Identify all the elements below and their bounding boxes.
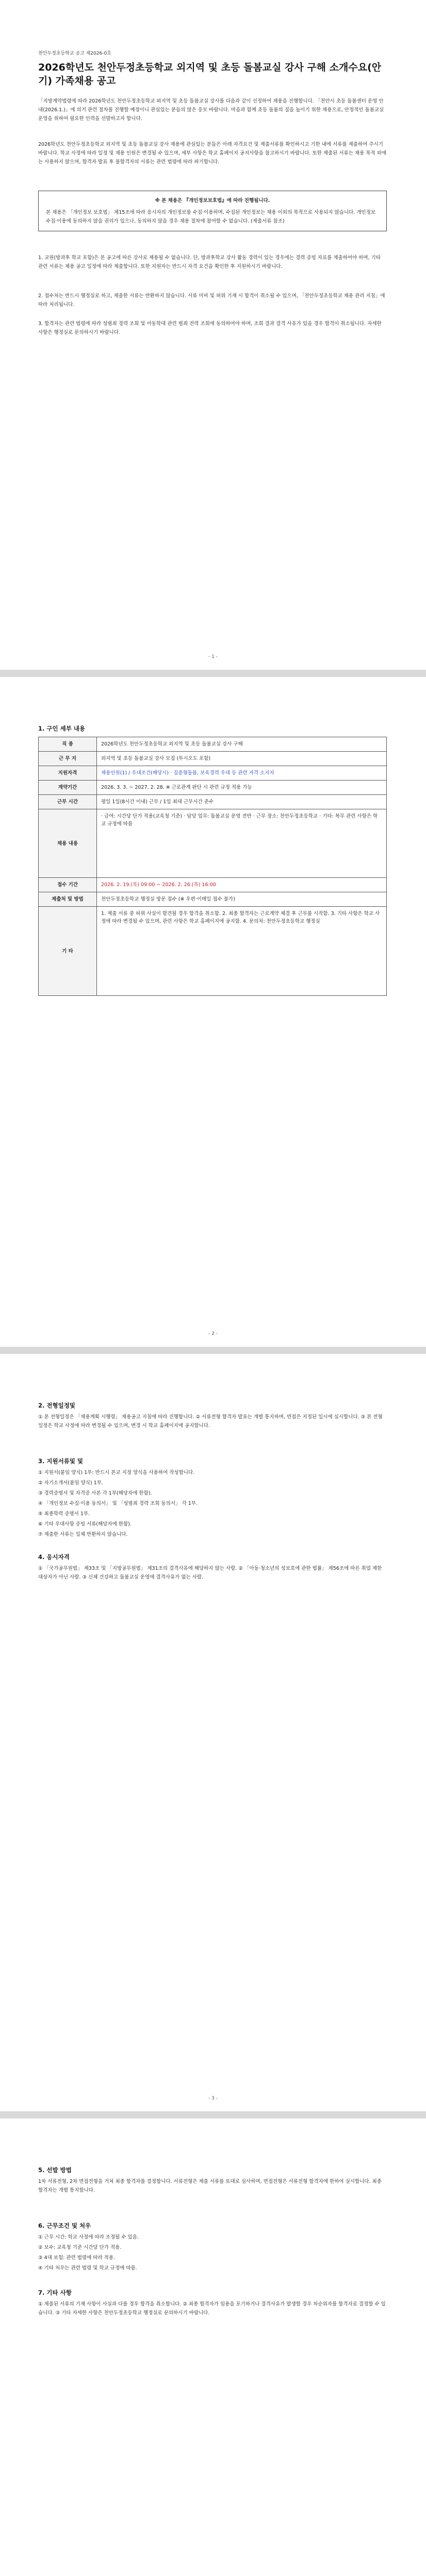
document-item-4: ④ 「개인정보 수집·이용 동의서」 및 「성범죄 경력 조회 동의서」 각 1부. xyxy=(38,1501,198,1506)
item-2: 2. 접수처는 반드시 행정실로 하고, 제출한 서류는 반환하지 않습니다. 서류 미비 및 허위 기재 시 합격이 취소될 수 있으며, 「천안두정초등학교 채용 관리 지침」에 따라 처리됩니다. xyxy=(38,293,385,308)
section-title-documents: 3. 지원서류및 및 xyxy=(38,1458,84,1465)
second-paragraph: 2026학년도 천안두정초등학교 외지역 및 초등 돌봄교실 강사 채용에 관심있는 분들은 아래 자격요건 및 제출서류를 확인하시고 기한 내에 서류를 제출하여 주시기 바랍니다. 학교 사정에 따라 일정 및 채용 인원은 변경될 수 있으며, 세부 사항은 학교 홈페이지 공지사항을 참고하시기 바랍니다. 또한 제출된 서류는 채용 목적 외에는 사용하지 않으며, 합격자 발표 후 불합격자의 서류는 관련 법령에 따라 파기합니다. xyxy=(38,142,387,165)
document-item-3: ③ 경력증명서 및 자격증 사본 각 1부(해당자에 한함). xyxy=(38,1490,152,1496)
table-row: 채용 내용 · 급여: 시간당 단가 적용(교육청 기준) · 담당 업무: 돌봄교실 운영 전반 · 근무 장소: 천안두정초등학교 · 기타: 복무 관련 사항은 학교 규정에 따름 xyxy=(39,809,387,878)
document-item-2: ② 자기소개서(붙임 양식) 1부. xyxy=(38,1480,103,1486)
eligibility-body: ① 「국가공무원법」 제33조 및 「지방공무원법」 제31조의 결격사유에 해당하지 않는 사람. ② 「아동·청소년의 성보호에 관한 법률」 제56조에 따른 취업 제한 대상자가 아닌 사람. ③ 신체 건강하고 돌봄교실 운영에 결격사유가 없는 사람. xyxy=(38,1566,382,1580)
recruitment-table xyxy=(38,737,387,996)
condition-item-2: ② 보수: 교육청 기준 시간당 단가 적용. xyxy=(38,2245,122,2250)
table-row: 제출처 및 방법 천안두정초등학교 행정실 방문 접수 (※ 우편·이메일 접수 불가) xyxy=(39,892,387,907)
document-item-6: ⑥ 기타 우대사항 증빙 서류(해당자에 한함). xyxy=(38,1521,132,1527)
condition-item-1: ① 근무 시간: 학교 사정에 따라 조정될 수 있음. xyxy=(38,2234,139,2240)
etc-body: ① 제출된 서류의 기재 사항이 사실과 다를 경우 합격을 취소합니다. ② 최종 합격자가 임용을 포기하거나 결격사유가 발생할 경우 차순위자를 합격자로 결정할 수 있습니다. ③ 기타 자세한 사항은 천안두정초등학교 행정실로 문의하시기 바랍니다. xyxy=(38,2301,386,2316)
section-title-etc: 7. 기타 사항 xyxy=(38,2289,72,2296)
table-row: 직 종 2026학년도 천안두정초등학교 외지역 및 초등 돌봄교실 강사 구해 xyxy=(39,737,387,752)
section-title-selection: 5. 선발 방법 xyxy=(38,2166,72,2174)
page-1 xyxy=(0,0,426,670)
section-title-recruitment: 1. 구인 세부 내용 xyxy=(38,725,86,732)
page-separator xyxy=(0,670,426,677)
page-3 xyxy=(0,1354,426,2111)
table-row: 근 무 지 외지역 및 초등 돌봄교실 강사 모집 (투시오도 포함) xyxy=(39,752,387,766)
page-4 xyxy=(0,2119,426,2576)
condition-item-4: ④ 기타 처우는 관련 법령 및 학교 규정에 따름. xyxy=(38,2265,137,2271)
page-number: - 2 - xyxy=(208,1331,218,1336)
document-number: 천안두정초등학교 공고 제2026-0호 xyxy=(38,51,111,56)
document-item-7: ⑦ 제출한 서류는 일체 반환하지 않습니다. xyxy=(38,1532,128,1537)
item-1: 1. 교원(방과후 학교 포함)은 본 공고에 따른 강사로 채용될 수 없습니다. 단, 방과후학교 강사 활동 경력이 있는 경우에는 경력 증빙 자료를 제출하여야 하며, 기타 관련 서류는 채용 공고 일정에 따라 제출합니다. 또한 지원자는 반드시 자격 요건을 확인한 후 지원하시기 바랍니다. xyxy=(38,255,381,269)
condition-item-3: ③ 4대 보험: 관련 법령에 따라 적용. xyxy=(38,2255,116,2261)
page-separator xyxy=(0,2111,426,2119)
table-row: 기 타 1. 제출 서류 중 허위 사실이 발견될 경우 합격을 취소함. 2. 최종 합격자는 근로계약 체결 후 근무를 시작함. 3. 기타 사항은 학교 사정에 따라 변경될 수 있으며, 관련 사항은 학교 홈페이지에 공지함. 4. 문의처: 천안두정초등학교 행정실 xyxy=(39,907,387,996)
table-row: 접수 기간 2026. 2. 19.(목) 09:00 ~ 2026. 2. 26.(목) 16:00 xyxy=(39,878,387,892)
notice-body: 본 채용은 「개인정보 보호법」 제15조에 따라 응시자의 개인정보를 수집·이용하며, 수집된 개인정보는 채용 이외의 목적으로 사용되지 않습니다. 개인정보 수집·이용에 동의하지 않을 권리가 있으나, 동의하지 않을 경우 채용 절차에 참여할 수 없습니다. (제출서류 참조) xyxy=(46,210,376,224)
page-number: - 1 - xyxy=(208,654,218,659)
section-title-conditions: 6. 근무조건 및 처우 xyxy=(38,2222,91,2229)
page-2 xyxy=(0,677,426,1347)
page-separator xyxy=(0,1347,426,1354)
notice-title: ※ 본 채용은 『개인정보보호법』에 따라 진행됩니다. xyxy=(155,198,270,204)
page-number: - 3 - xyxy=(208,2096,218,2101)
schedule-body: ① 본 전형일정은 「채용계획 시행령」 채용공고 지침에 따라 진행합니다. ② 서류전형 합격자 발표는 개별 통지하며, 면접은 지정된 일시에 실시합니다. ③ 본 전형일정은 학교 사정에 따라 변경될 수 있으며, 변경 시 학교 홈페이지에 공지합니다. xyxy=(38,1414,383,1429)
privacy-notice-box xyxy=(38,191,387,231)
page-title: 2026학년도 천안두정초등학교 외지역 및 초등 돌봄교실 강사 구해 소개수요(안기) 가족채용 공고 xyxy=(38,62,382,87)
document-item-5: ⑤ 최종학력 증명서 1부. xyxy=(38,1511,90,1517)
table-row: 지원자격 채용인원(1) / 우대조건(해당시) · 집중형돌봄, 보육경력 우대 등 관련 자격 소지자 xyxy=(39,766,387,781)
table-row: 계약기간 2026. 3. 3. ~ 2027. 2. 28. ※ 근로관계 판단 시 관련 규정 적용 가능 xyxy=(39,781,387,795)
document-item-1: ① 지원서(붙임 양식) 1부: 반드시 본교 지정 양식을 사용하여 작성합니다. xyxy=(38,1470,195,1476)
table-row: 근무 시간 평일 1일(8시간 이내) 근무 / 1일 최대 근무시간 준수 xyxy=(39,795,387,809)
section-title-eligibility: 4. 응시자격 xyxy=(38,1553,70,1561)
selection-body: 1차 서류전형, 2차 면접전형을 거쳐 최종 합격자를 결정합니다. 서류전형은 제출 서류를 토대로 심사하며, 면접전형은 서류전형 합격자에 한하여 실시합니다. 최종 합격자는 개별 통지합니다. xyxy=(38,2179,382,2193)
section-title-schedule: 2. 전형일정및 xyxy=(38,1402,75,1409)
item-3: 3. 합격자는 관련 법령에 따라 성범죄 경력 조회 및 아동학대 관련 범죄 전력 조회에 동의하여야 하며, 조회 결과 결격 사유가 있을 경우 합격이 취소됩니다. 자세한 사항은 행정실로 문의하시기 바랍니다. xyxy=(38,321,382,335)
intro-paragraph: 「지방계약법령에 따라 2026학년도 천안두정초등학교 외지역 및 초등 돌봄교실 강사를 다음과 같이 선정하여 채용을 진행합니다. 「천안시 초등 돌봄센터 운영 안내(2026.1.)」에 의거 관련 절차를 진행할 예정이니 관심있는 분들의 많은 응모 바랍니다. 마을과 함께 초등 돌봄의 질을 높이기 위한 채용으로, 안정적인 돌봄교실 운영을 위하여 필요한 인력을 선발하고자 합니다. xyxy=(38,98,384,122)
